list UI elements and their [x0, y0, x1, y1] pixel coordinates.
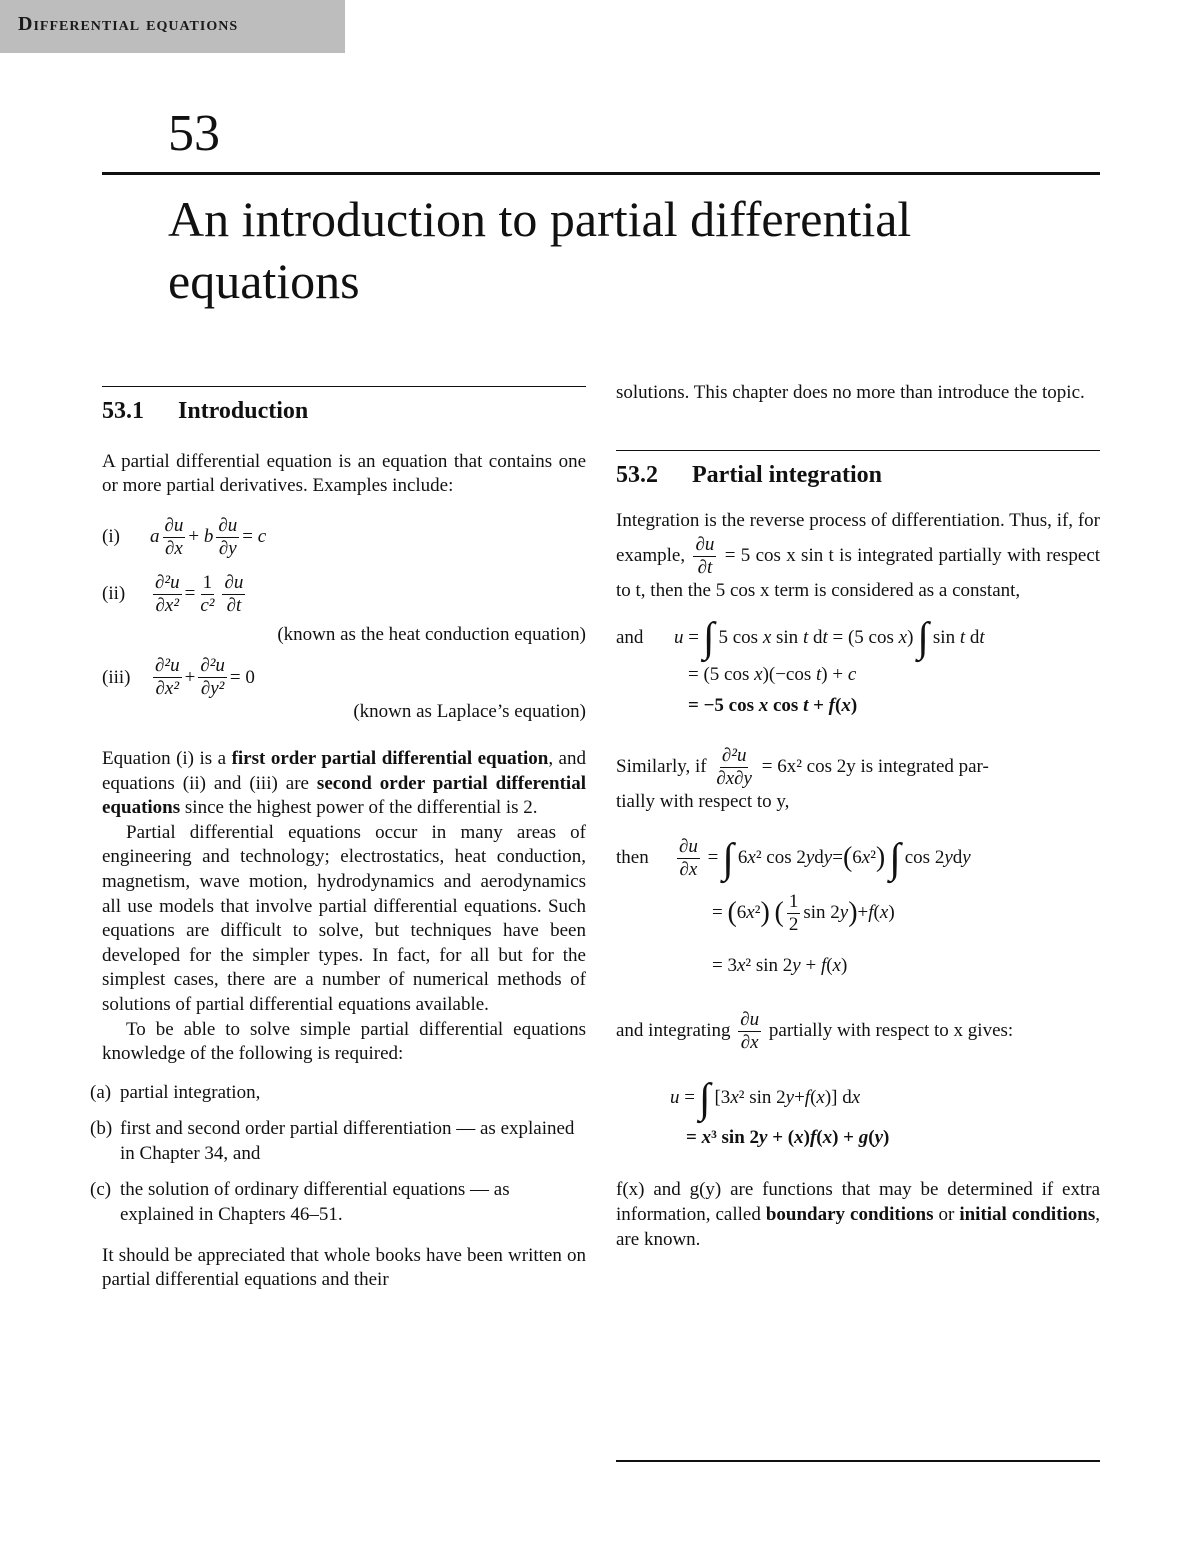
list-item: (b) first and second order partial differentiation — as explained in Chapter 34, and — [90, 1118, 575, 1164]
equation-ii: (ii) $\frac{\text{∂²u}}{\text{∂x²}}$ = $\frac{1}{\text{c²}}$ $\frac{\partial u}{\partial t}$ — [102, 571, 244, 616]
right-column — [616, 381, 1100, 1252]
section-heading-53-2 — [616, 463, 1100, 488]
chapter-rule — [102, 172, 1100, 175]
heat-equation-note: (known as the heat conduction equation) — [277, 623, 586, 645]
integration-y-step-2: = ( 6 x ² ) ( $\frac{1}{2}$ sin 2 y ) + f ( x ) — [712, 891, 895, 936]
requirements-paragraph: To be able to solve simple partial differential equations knowledge of the following is required: — [102, 1018, 586, 1065]
section-number: 53.2 — [616, 461, 658, 488]
requirements-list — [90, 1081, 586, 1228]
partial-integration-intro: Integration is the reverse process of differentiation. Thus, if, for example, $\frac{\partial u}{\partial t}$ = 5 cos x sin t is integrated partially with respect to t, then the 5 cos x term is considered as a constant, — [616, 510, 1101, 601]
running-head: Differential equations — [0, 0, 345, 53]
list-item: (a) partial integration, — [90, 1081, 261, 1103]
chapter-title: An introduction to partial differential equations — [168, 191, 912, 309]
closing-paragraph: It should be appreciated that whole books have been written on partial differential equations and their — [102, 1244, 586, 1291]
equation-label: (ii) — [102, 582, 126, 604]
list-item: (c) the solution of ordinary differential equations — as explained in Chapters 46–51. — [90, 1179, 510, 1226]
equation-i: (i) a $\frac{\partial u}{\partial x}$ + b $\frac{\partial u}{\partial y}$ = c — [102, 514, 267, 559]
integration-y-step-1: then $\frac{\partial u}{\partial x}$ = ∫ 6 x ² cos 2 y d y = ( 6 x ² ) ∫ cos 2 y d y — [616, 835, 971, 882]
similarly-paragraph-cont: tially with respect to y, — [616, 790, 790, 812]
integration-step-1: and u = ∫ 5 cos x sin t d t = (5 cos x ) ∫ sin t d t — [616, 615, 985, 662]
integration-y-result: = 3x² sin 2y + f(x) — [712, 955, 848, 977]
laplace-equation-note: (known as Laplace’s equation) — [353, 701, 586, 723]
section-rule — [616, 450, 1100, 451]
section-title: Introduction — [178, 398, 309, 424]
section-number: 53.1 — [102, 398, 144, 424]
integration-step-2: = (5 cos x)(−cos t) + c — [688, 664, 857, 686]
left-column — [90, 386, 586, 1293]
order-paragraph: Equation (i) is a first order partial differential equation, and equations (ii) and (iii) are second order partial differential equations since the highest power of the differential is 2. — [102, 747, 586, 819]
integration-x-step: u = ∫ [3 x ² sin 2 y + f ( x )] d x — [670, 1075, 861, 1122]
integrating-x-paragraph: and integrating $\frac{\partial u}{\partial x}$ partially with respect to x gives: — [616, 1008, 1014, 1053]
final-paragraph: f(x) and g(y) are functions that may be determined if extra information, called boundary conditions or initial conditions, are known. — [616, 1179, 1101, 1250]
equation-label: (i) — [102, 525, 120, 547]
chapter-number: 53 — [168, 105, 220, 162]
similarly-paragraph: Similarly, if $\frac{\text{∂²u}}{\partial x\partial y}$ = 6x² cos 2y is integrated par- — [616, 744, 989, 789]
intro-paragraph: A partial differential equation is an equation that contains one or more partial derivatives. Examples include: — [102, 450, 586, 497]
applications-paragraph: Partial differential equations occur in many areas of engineering and technology; electrostatics, heat conduction, magnetism, wave motion, hydrodynamics and aerodynamics all use models that involve partial differential equations. Such equations are difficult to solve, but techniques have been developed for the simpler types. In fact, for all but for the simplest cases, there are a number of numerical methods of solutions of partial differential equations available. — [102, 821, 586, 1015]
section-title: Partial integration — [692, 461, 882, 488]
end-rule — [616, 1460, 1100, 1462]
integration-x-result: = x³ sin 2y + (x)f(x) + g(y) — [686, 1126, 890, 1148]
section-heading-53-1 — [102, 399, 586, 424]
section-rule — [102, 386, 586, 387]
integration-result: = −5 cos x cos t + f(x) — [688, 694, 858, 716]
equation-label: (iii) — [102, 666, 131, 688]
continued-paragraph: solutions. This chapter does no more than introduce the topic. — [616, 382, 1085, 403]
equation-iii: (iii) $\frac{\text{∂²u}}{\text{∂x²}}$ + $\frac{\text{∂²u}}{\text{∂y²}}$ = 0 — [102, 655, 255, 700]
